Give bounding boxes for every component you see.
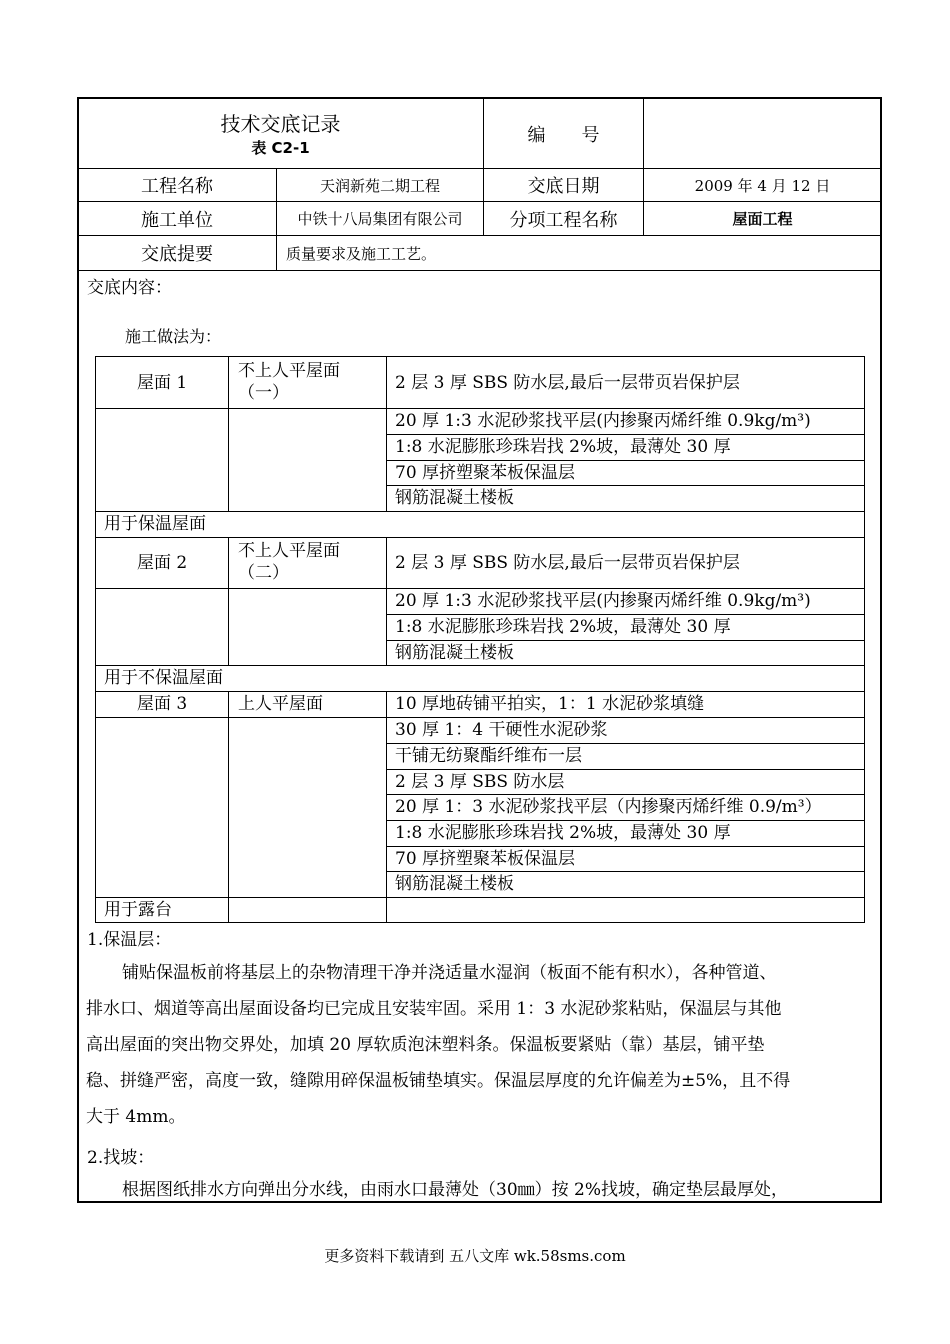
rule [386, 769, 864, 770]
subproject-value: 屋面工程 [732, 210, 793, 228]
roof-name: 屋面 2 [137, 553, 188, 573]
rule [386, 691, 387, 923]
roof-layer: 70 厚挤塑聚苯板保温层 [395, 463, 576, 483]
roof-usage: 用于不保温屋面 [104, 668, 223, 688]
insulation-heading: 1.保温层： [87, 930, 172, 950]
project-name-value: 天润新苑二期工程 [319, 176, 440, 195]
date-value: 2009 年 4 月 12 日 [694, 176, 831, 195]
rule [386, 460, 864, 461]
rule [386, 434, 864, 435]
rule [95, 691, 864, 692]
rule [386, 485, 864, 486]
rule [386, 794, 864, 795]
rule [95, 897, 864, 898]
roof-layer: 钢筋混凝土楼板 [395, 874, 514, 894]
rule [386, 743, 864, 744]
roof-type: 不上人平屋面（一） [238, 361, 340, 403]
insulation-line: 排水口、烟道等高出屋面设备均已完成且安装牢固。采用 1：3 水泥砂浆粘贴，保温层与其他 [86, 999, 782, 1019]
summary-label: 交底提要 [141, 244, 213, 265]
form-code [78, 135, 483, 159]
rule [386, 537, 387, 665]
rule [95, 356, 864, 357]
roof-layer: 10 厚地砖铺平拍实，1：1 水泥砂浆填缝 [395, 694, 705, 714]
rule [78, 270, 881, 271]
content-label: 交底内容： [87, 278, 172, 298]
rule [95, 511, 864, 512]
slope-line: 根据图纸排水方向弹出分水线，由雨水口最薄处（30㎜）按 2%找坡，确定垫层最厚处， [122, 1180, 789, 1200]
roof-layer: 20 厚 1:3 水泥砂浆找平层(内掺聚丙烯纤维 0.9kg/m³) [395, 591, 811, 611]
title-text: 技术交底记录 [220, 111, 341, 136]
rule [228, 691, 229, 923]
roof-layer: 1:8 水泥膨胀珍珠岩找 2%坡，最薄处 30 厚 [395, 437, 731, 457]
roof-name: 屋面 1 [137, 373, 188, 393]
rule [386, 640, 864, 641]
rule [228, 537, 229, 665]
insulation-line: 稳、拼缝严密，高度一致，缝隙用碎保温板铺垫填实。保温层厚度的允许偏差为±5%，且不得 [86, 1071, 791, 1091]
rule [95, 588, 864, 589]
roof-layer: 干铺无纺聚酯纤维布一层 [395, 746, 582, 766]
roof-layer: 2 层 3 厚 SBS 防水层 [395, 772, 565, 792]
rule [228, 356, 229, 511]
summary-value: 质量要求及施工工艺。 [286, 244, 437, 263]
footer-note: 更多资料下载请到 五八文库 wk.58sms.com [324, 1247, 626, 1265]
insulation-line: 大于 4mm。 [86, 1107, 186, 1127]
roof-layer: 2 层 3 厚 SBS 防水层,最后一层带页岩保护层 [395, 373, 740, 393]
number-label: 编 号 [527, 125, 600, 146]
roof-usage: 用于露台 [104, 900, 172, 920]
roof-layer: 1:8 水泥膨胀珍珠岩找 2%坡，最薄处 30 厚 [395, 823, 731, 843]
roof-layer: 钢筋混凝土楼板 [395, 643, 514, 663]
roof-type: 上人平屋面 [238, 694, 323, 714]
roof-layer: 2 层 3 厚 SBS 防水层,最后一层带页岩保护层 [395, 553, 740, 573]
roof-layer: 20 厚 1：3 水泥砂浆找平层（内掺聚丙烯纤维 0.9/m³） [395, 797, 822, 817]
rule [95, 717, 864, 718]
project-name-label: 工程名称 [141, 176, 213, 197]
rule [864, 356, 865, 923]
roof-usage: 用于保温屋面 [104, 514, 206, 534]
contractor-value: 中铁十八局集团有限公司 [297, 210, 463, 228]
roof-layer: 30 厚 1：4 干硬性水泥砂浆 [395, 720, 608, 740]
rule [386, 614, 864, 615]
roof-layer: 钢筋混凝土楼板 [395, 488, 514, 508]
rule [386, 820, 864, 821]
roof-type: 不上人平屋面（二） [238, 541, 340, 583]
roof-name: 屋面 3 [137, 694, 188, 714]
rule [386, 846, 864, 847]
method-intro: 施工做法为： [125, 327, 222, 346]
form-code-text: 表 C2-1 [251, 138, 310, 157]
roof-layer: 20 厚 1:3 水泥砂浆找平层(内掺聚丙烯纤维 0.9kg/m³) [395, 411, 811, 431]
subproject-label: 分项工程名称 [509, 209, 618, 231]
rule [95, 537, 864, 538]
number-value [644, 100, 881, 168]
rule [386, 871, 864, 872]
slope-heading: 2.找坡： [87, 1148, 155, 1168]
insulation-line: 高出屋面的突出物交界处，加填 20 厚软质泡沫塑料条。保温板要紧贴（靠）基层，铺平垫 [86, 1035, 765, 1055]
roof-layer: 1:8 水泥膨胀珍珠岩找 2%坡，最薄处 30 厚 [395, 617, 731, 637]
date-label: 交底日期 [527, 176, 600, 197]
contractor-label: 施工单位 [141, 209, 213, 231]
rule [95, 922, 864, 923]
insulation-line: 铺贴保温板前将基层上的杂物清理干净并浇适量水湿润（板面不能有积水），各种管道、 [122, 963, 777, 983]
roof-layer: 70 厚挤塑聚苯板保温层 [395, 849, 576, 869]
rule [95, 356, 96, 923]
rule [95, 665, 864, 666]
rule [95, 408, 864, 409]
